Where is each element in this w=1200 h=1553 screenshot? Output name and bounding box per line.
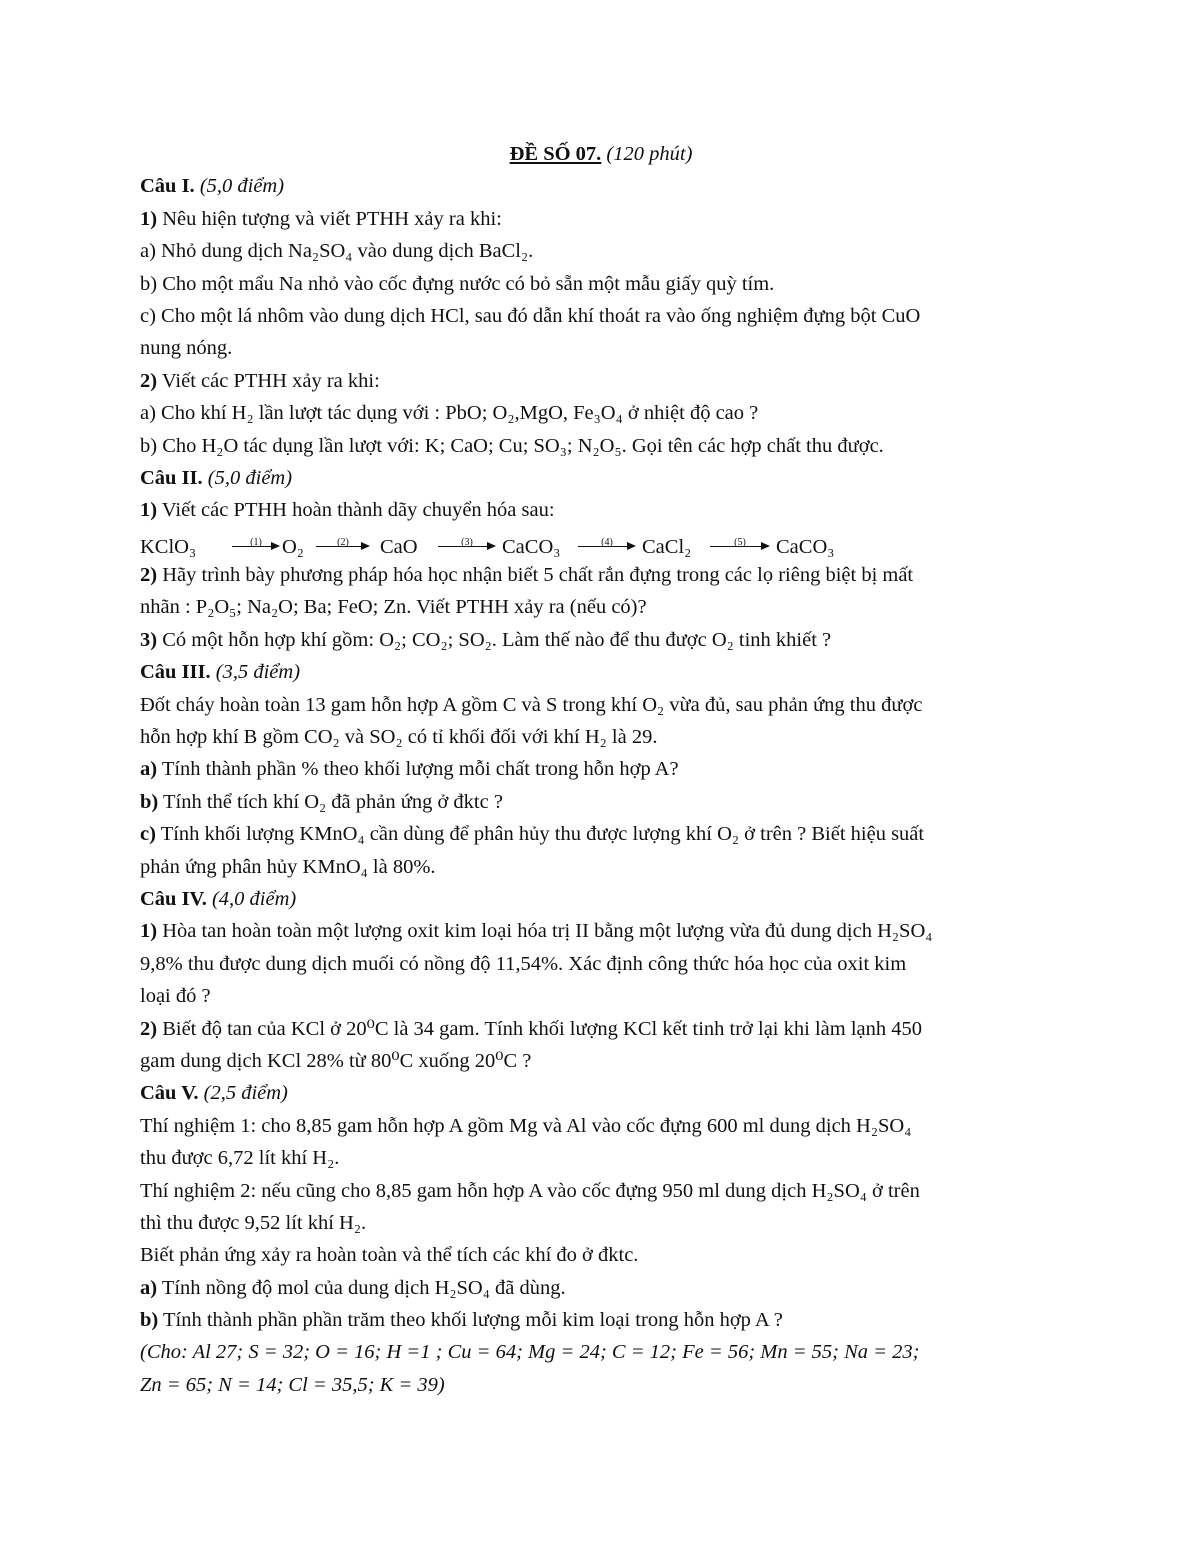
q3-item-a-num: a)	[140, 758, 158, 781]
chain-arrow-1-shaft	[232, 546, 272, 547]
q1-item-b: b) Cho một mẩu Na nhỏ vào cốc đựng nước có bỏ sẵn một mẫu giấy quỳ tím.	[140, 272, 775, 295]
chain-arrow-2-head	[361, 542, 370, 550]
chain-arrow-3	[438, 531, 496, 555]
q1-part2	[140, 365, 1062, 397]
chain-arrow-2-label: (2)	[337, 536, 349, 548]
q1-part2-item-b: b) Cho H₂O tác dụng lần lượt với: K; CaO; Cu; SO₃; N₂O₅. Gọi tên các hợp chất thu được.	[140, 434, 884, 457]
q1-item-c-line1: c) Cho một lá nhôm vào dung dịch HCl, sau đó dẫn khí thoát ra vào ống nghiệm đựng bột CuO	[140, 304, 921, 327]
question-1-heading	[140, 170, 1062, 202]
chain-arrow-4-label: (4)	[601, 536, 613, 548]
q4-part1-line3: loại đó ?	[140, 985, 211, 1008]
chain-substance-2: O₂	[282, 535, 304, 558]
q4-part1-text1: Hòa tan hoàn toàn một lượng oxit kim loại hóa trị II bằng một lượng vừa đủ dung dịch H₂SO₄	[162, 920, 933, 943]
q5-item-a	[140, 1272, 1062, 1304]
question-3-heading	[140, 656, 1062, 688]
chain-arrow-5-shaft	[710, 546, 762, 547]
chain-arrow-3-shaft	[438, 546, 488, 547]
exam-duration: (120 phút)	[606, 143, 693, 165]
chain-arrow-5	[710, 531, 770, 555]
q3-text-line1: Đốt cháy hoàn toàn 13 gam hỗn hợp A gồm C và S trong khí O₂ vừa đủ, sau phản ứng thu được	[140, 693, 923, 716]
q5-item-b-text: Tính thành phần phần trăm theo khối lượng mỗi kim loại trong hỗn hợp A ?	[163, 1309, 783, 1332]
question-3-label: Câu III.	[140, 661, 211, 684]
q4-part2-num: 2)	[140, 1017, 158, 1040]
q2-part3	[140, 624, 1062, 656]
chain-arrow-2	[316, 531, 370, 555]
question-5-heading	[140, 1077, 1062, 1109]
question-5-label: Câu V.	[140, 1082, 199, 1105]
q4-part2-line2: gam dung dịch KCl 28% từ 80⁰C xuống 20⁰C ?	[140, 1049, 532, 1072]
question-4-points: (4,0 điểm)	[211, 887, 297, 910]
q3-item-a	[140, 753, 1062, 785]
conversion-chain	[140, 527, 1062, 559]
q1-part1-num: 1)	[140, 207, 158, 230]
chain-arrow-4-shaft	[578, 546, 628, 547]
question-1-label: Câu I.	[140, 175, 195, 198]
question-4-heading	[140, 883, 1062, 915]
q2-part1-text: Viết các PTHH hoàn thành dãy chuyển hóa sau:	[161, 499, 555, 522]
atomic-mass-note-text2: Zn = 65; N = 14; Cl = 35,5; K = 39)	[140, 1373, 445, 1396]
q2-part2-line2: nhãn : P₂O₅; Na₂O; Ba; FeO; Zn. Viết PTHH xảy ra (nếu có)?	[140, 596, 647, 619]
q3-item-c-line1	[140, 818, 1062, 850]
chain-arrow-1-label: (1)	[250, 536, 262, 548]
q3-item-c-line2: phản ứng phân hủy KMnO₄ là 80%.	[140, 855, 436, 878]
q1-item-a: a) Nhỏ dung dịch Na₂SO₄ vào dung dịch BaCl₂.	[140, 240, 534, 263]
chain-substance-5: CaCl₂	[642, 535, 692, 558]
q5-item-a-num: a)	[140, 1276, 158, 1299]
chain-arrow-1-head	[271, 542, 280, 550]
chain-substance-6: CaCO₃	[776, 535, 835, 558]
q2-part2-num: 2)	[140, 564, 158, 587]
q2-part3-num: 3)	[140, 628, 158, 651]
question-2-heading	[140, 462, 1062, 494]
q3-item-b-text: Tính thể tích khí O₂ đã phản ứng ở đktc ?	[163, 790, 503, 813]
q5-text-line4: thì thu được 9,52 lít khí H₂.	[140, 1211, 367, 1234]
q5-text-line2: thu được 6,72 lít khí H₂.	[140, 1147, 340, 1170]
q1-item-c-line2: nung nóng.	[140, 337, 233, 360]
question-4-label: Câu IV.	[140, 887, 207, 910]
atomic-mass-note-text1: (Cho: Al 27; S = 32; O = 16; H =1 ; Cu = 64; Mg = 24; C = 12; Fe = 56; Mn = 55; Na = 23;	[140, 1341, 920, 1364]
q2-part1	[140, 494, 1062, 526]
chain-substance-1: KClO₃	[140, 535, 197, 558]
q1-part2-num: 2)	[140, 369, 158, 392]
chain-arrow-4	[578, 531, 636, 555]
q1-part1-text: Nêu hiện tượng và viết PTHH xảy ra khi:	[162, 207, 502, 230]
question-1-points: (5,0 điểm)	[199, 175, 285, 198]
q1-part1	[140, 203, 1062, 235]
chain-arrow-3-label: (3)	[461, 536, 473, 548]
chain-substance-4: CaCO₃	[502, 535, 561, 558]
q5-item-b	[140, 1304, 1062, 1336]
q4-part1-line1	[140, 915, 1062, 947]
exam-number: ĐỀ SỐ 07.	[509, 143, 602, 165]
q4-part1-line2: 9,8% thu được dung dịch muối có nồng độ 11,54%. Xác định công thức hóa học của oxit kim	[140, 952, 907, 975]
chain-arrow-3-head	[487, 542, 496, 550]
q4-part1-num: 1)	[140, 920, 158, 943]
q1-part2-text: Viết các PTHH xảy ra khi:	[161, 369, 380, 392]
q4-part2-line1	[140, 1013, 1062, 1045]
chain-substance-3: CaO	[380, 535, 418, 558]
q4-part2-text1: Biết độ tan của KCl ở 20⁰C là 34 gam. Tính khối lượng KCl kết tinh trở lại khi làm lạnh 450	[162, 1017, 922, 1040]
question-3-points: (3,5 điểm)	[215, 661, 301, 684]
q2-part3-text: Có một hỗn hợp khí gồm: O₂; CO₂; SO₂. Làm thế nào để thu được O₂ tinh khiết ?	[162, 628, 832, 651]
atomic-mass-note-line2	[140, 1369, 1062, 1401]
exam-page	[140, 138, 1062, 1401]
chain-arrow-5-head	[761, 542, 770, 550]
q3-item-b	[140, 786, 1062, 818]
question-2-label: Câu II.	[140, 466, 203, 489]
q2-part1-num: 1)	[140, 499, 158, 522]
q5-item-b-num: b)	[140, 1309, 159, 1332]
exam-title	[140, 138, 1062, 170]
q5-text-line3: Thí nghiệm 2: nếu cũng cho 8,85 gam hỗn hợp A vào cốc đựng 950 ml dung dịch H₂SO₄ ở trên	[140, 1179, 920, 1202]
q3-item-c-text1: Tính khối lượng KMnO₄ cần dùng để phân hủy thu được lượng khí O₂ ở trên ? Biết hiệu suất	[160, 823, 925, 846]
chain-arrow-5-label: (5)	[734, 536, 746, 548]
q2-part2-line1	[140, 559, 1062, 591]
q3-item-c-num: c)	[140, 823, 156, 846]
question-2-points: (5,0 điểm)	[207, 466, 293, 489]
q3-text-line2: hỗn hợp khí B gồm CO₂ và SO₂ có tỉ khối đối với khí H₂ là 29.	[140, 726, 658, 749]
chain-arrow-2-shaft	[316, 546, 362, 547]
q5-text-line5: Biết phản ứng xảy ra hoàn toàn và thể tích các khí đo ở đktc.	[140, 1244, 639, 1267]
q3-item-a-text: Tính thành phần % theo khối lượng mỗi chất trong hỗn hợp A?	[161, 758, 679, 781]
q5-item-a-text: Tính nồng độ mol của dung dịch H₂SO₄ đã dùng.	[161, 1276, 566, 1299]
q1-part2-item-a: a) Cho khí H₂ lần lượt tác dụng với : PbO; O₂,MgO, Fe₃O₄ ở nhiệt độ cao ?	[140, 402, 759, 425]
chain-arrow-4-head	[627, 542, 636, 550]
q2-part2-text1: Hãy trình bày phương pháp hóa học nhận biết 5 chất rắn đựng trong các lọ riêng biệt bị mất	[162, 564, 914, 587]
chain-arrow-1	[232, 531, 280, 555]
q3-item-b-num: b)	[140, 790, 159, 813]
q5-text-line1: Thí nghiệm 1: cho 8,85 gam hỗn hợp A gồm Mg và Al vào cốc đựng 600 ml dung dịch H₂SO₄	[140, 1114, 912, 1137]
question-5-points: (2,5 điểm)	[203, 1082, 288, 1105]
atomic-mass-note-line1	[140, 1336, 1062, 1368]
